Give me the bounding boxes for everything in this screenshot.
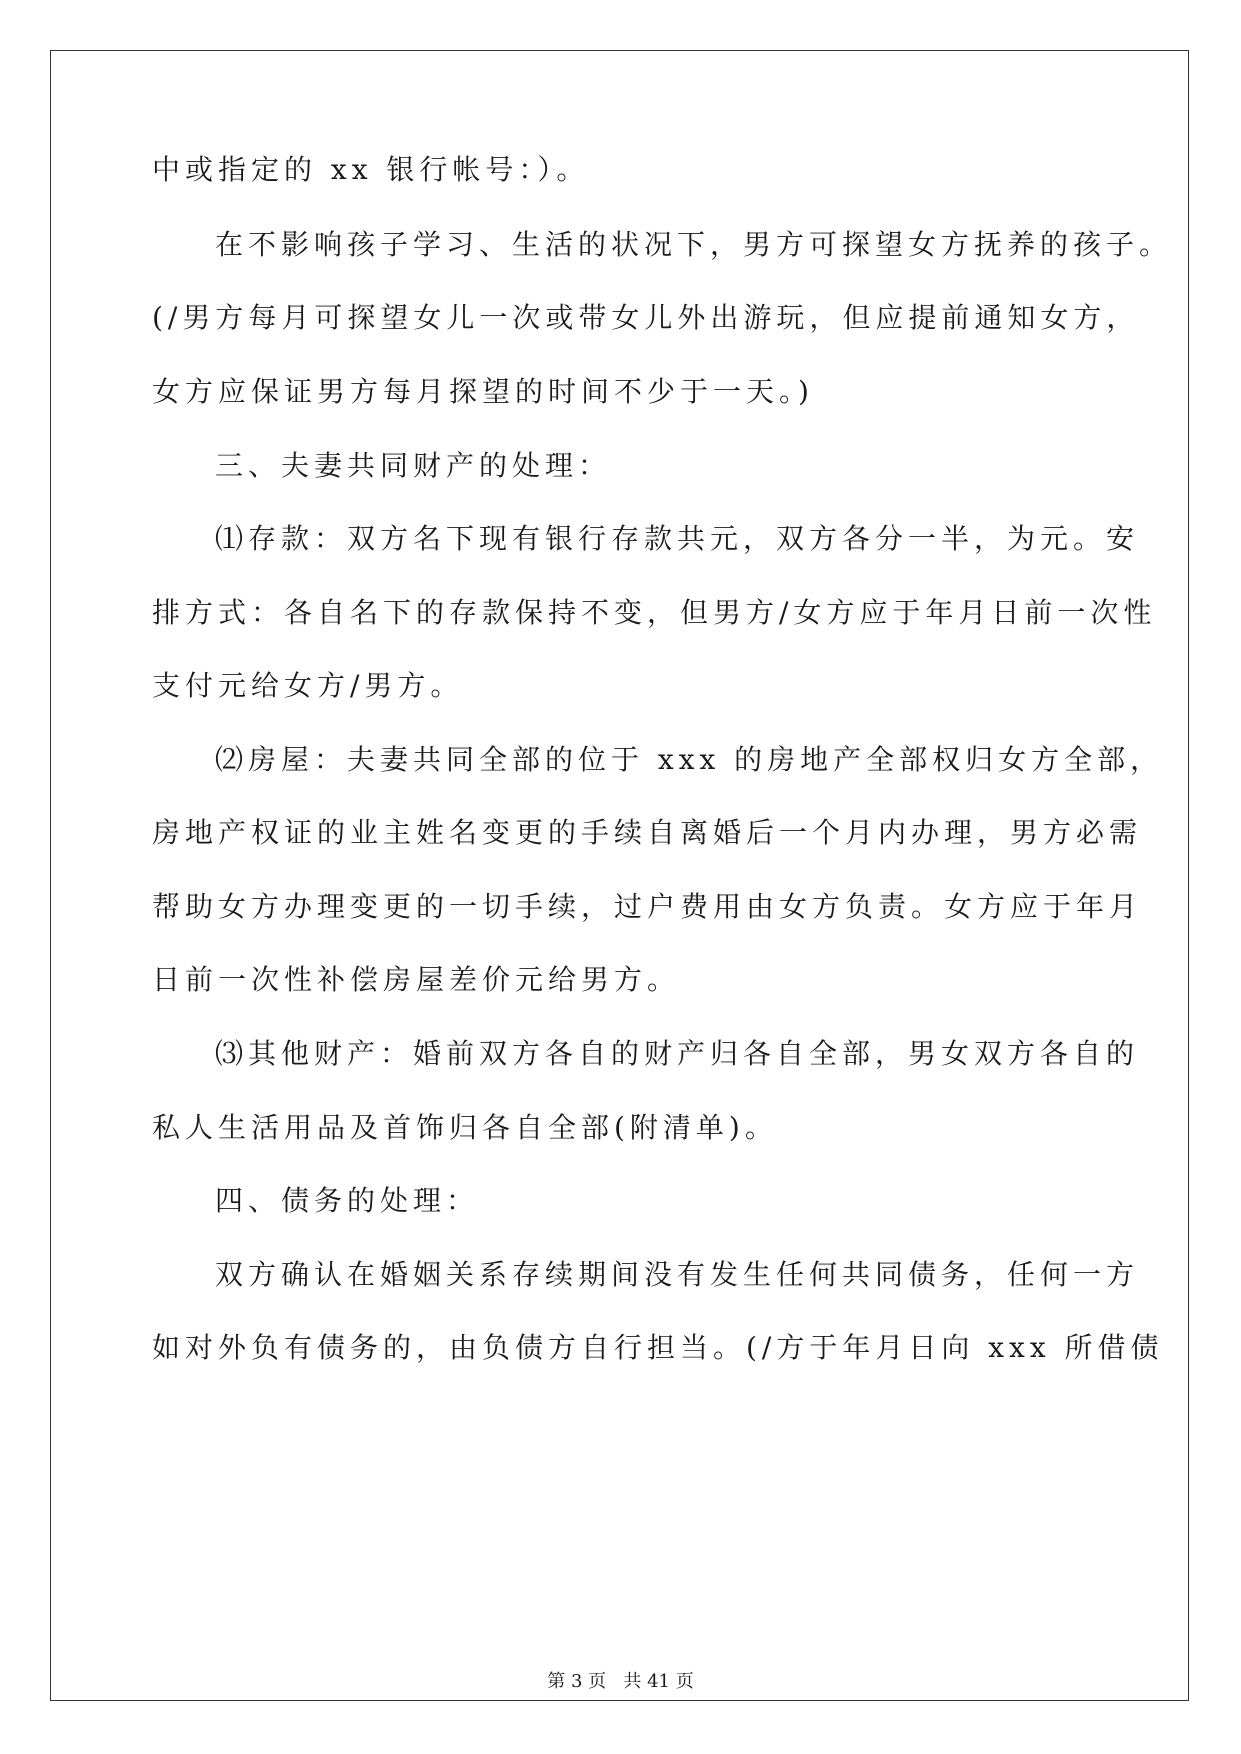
page-footer: 第 3 页 共 41 页 — [547, 1671, 694, 1692]
text-line: ⑶其他财产：婚前双方各自的财产归各自全部，男女双方各自的 — [215, 1037, 1140, 1070]
section-heading: 三、夫妻共同财产的处理： — [215, 449, 612, 482]
text-line: 私人生活用品及首饰归各自全部(附清单)。 — [152, 1111, 778, 1144]
text-line: 帮助女方办理变更的一切手续，过户费用由女方负责。女方应于年月 — [152, 890, 1143, 923]
text-line: 女方应保证男方每月探望的时间不少于一天。) — [152, 375, 814, 408]
text-line: 中或指定的 xx 银行帐号：）。 — [152, 153, 590, 186]
text-line: 在不影响孩子学习、生活的状况下，男方可探望女方抚养的孩子。 — [215, 228, 1173, 261]
text-line: 排方式：各自名下的存款保持不变，但男方/女方应于年月日前一次性 — [152, 596, 1157, 629]
text-line: ⑴存款：双方名下现有银行存款共元，双方各分一半，为元。安 — [215, 522, 1140, 555]
text-line: 房地产权证的业主姓名变更的手续自离婚后一个月内办理，男方必需 — [152, 816, 1143, 849]
text-line: (/男方每月可探望女儿一次或带女儿外出游玩，但应提前通知女方， — [152, 301, 1140, 334]
text-line: 支付元给女方/男方。 — [152, 669, 464, 702]
section-heading: 四、债务的处理： — [215, 1184, 480, 1217]
text-line: ⑵房屋：夫妻共同全部的位于 xxx 的房地产全部权归女方全部， — [215, 743, 1164, 776]
text-line: 如对外负有债务的，由负债方自行担当。(/方于年月日向 xxx 所借债 — [152, 1331, 1164, 1364]
text-line: 日前一次性补偿房屋差价元给男方。 — [152, 963, 681, 996]
text-line: 双方确认在婚姻关系存续期间没有发生任何共同债务，任何一方 — [215, 1258, 1140, 1291]
